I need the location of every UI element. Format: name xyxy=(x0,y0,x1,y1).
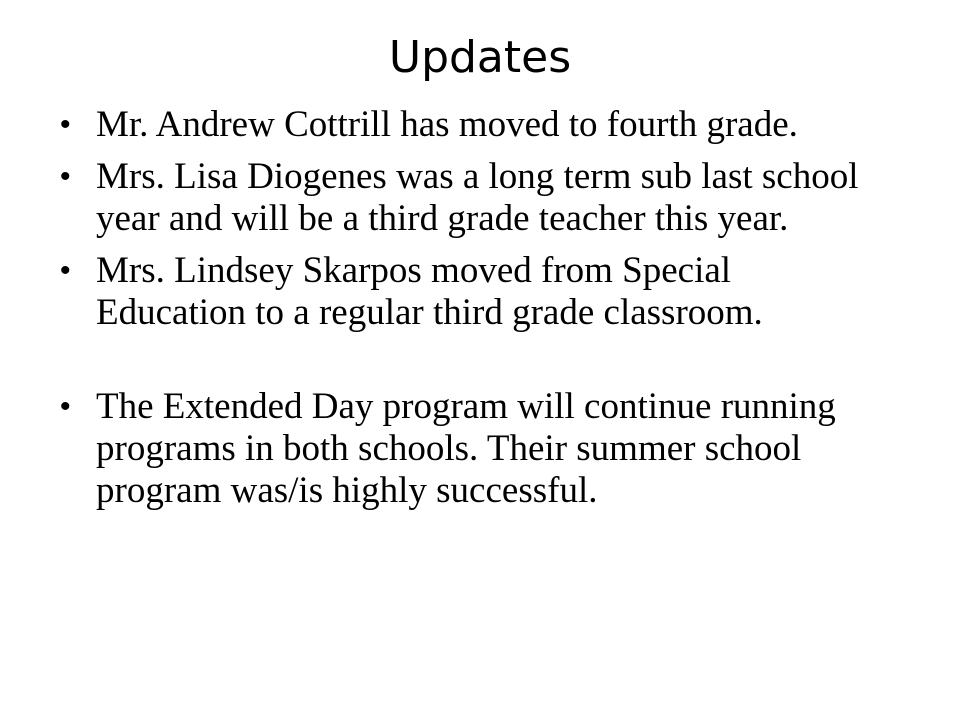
bullet-item-cottrill xyxy=(60,104,880,146)
bullet-dot-icon: • xyxy=(60,390,71,423)
bullet-dot-icon: • xyxy=(60,108,71,141)
bullet-item-diogenes xyxy=(60,156,880,240)
bullet-item-skarpos xyxy=(60,250,880,334)
bullet-text: Mr. Andrew Cottrill has moved to fourth grade. xyxy=(96,104,798,145)
bullet-item-extended-day xyxy=(60,386,880,512)
bullet-dot-icon: • xyxy=(60,160,71,193)
bullet-text: The Extended Day program will continue running programs in both schools. Their summer school program was/is highly successful. xyxy=(96,386,836,511)
bullet-list xyxy=(60,104,880,522)
bullet-dot-icon: • xyxy=(60,254,71,287)
bullet-text: Mrs. Lindsey Skarpos moved from Special Education to a regular third grade classroom. xyxy=(96,250,763,333)
slide-title: Updates xyxy=(388,32,572,83)
bullet-text: Mrs. Lisa Diogenes was a long term sub last school year and will be a third grade teacher this year. xyxy=(96,156,859,239)
